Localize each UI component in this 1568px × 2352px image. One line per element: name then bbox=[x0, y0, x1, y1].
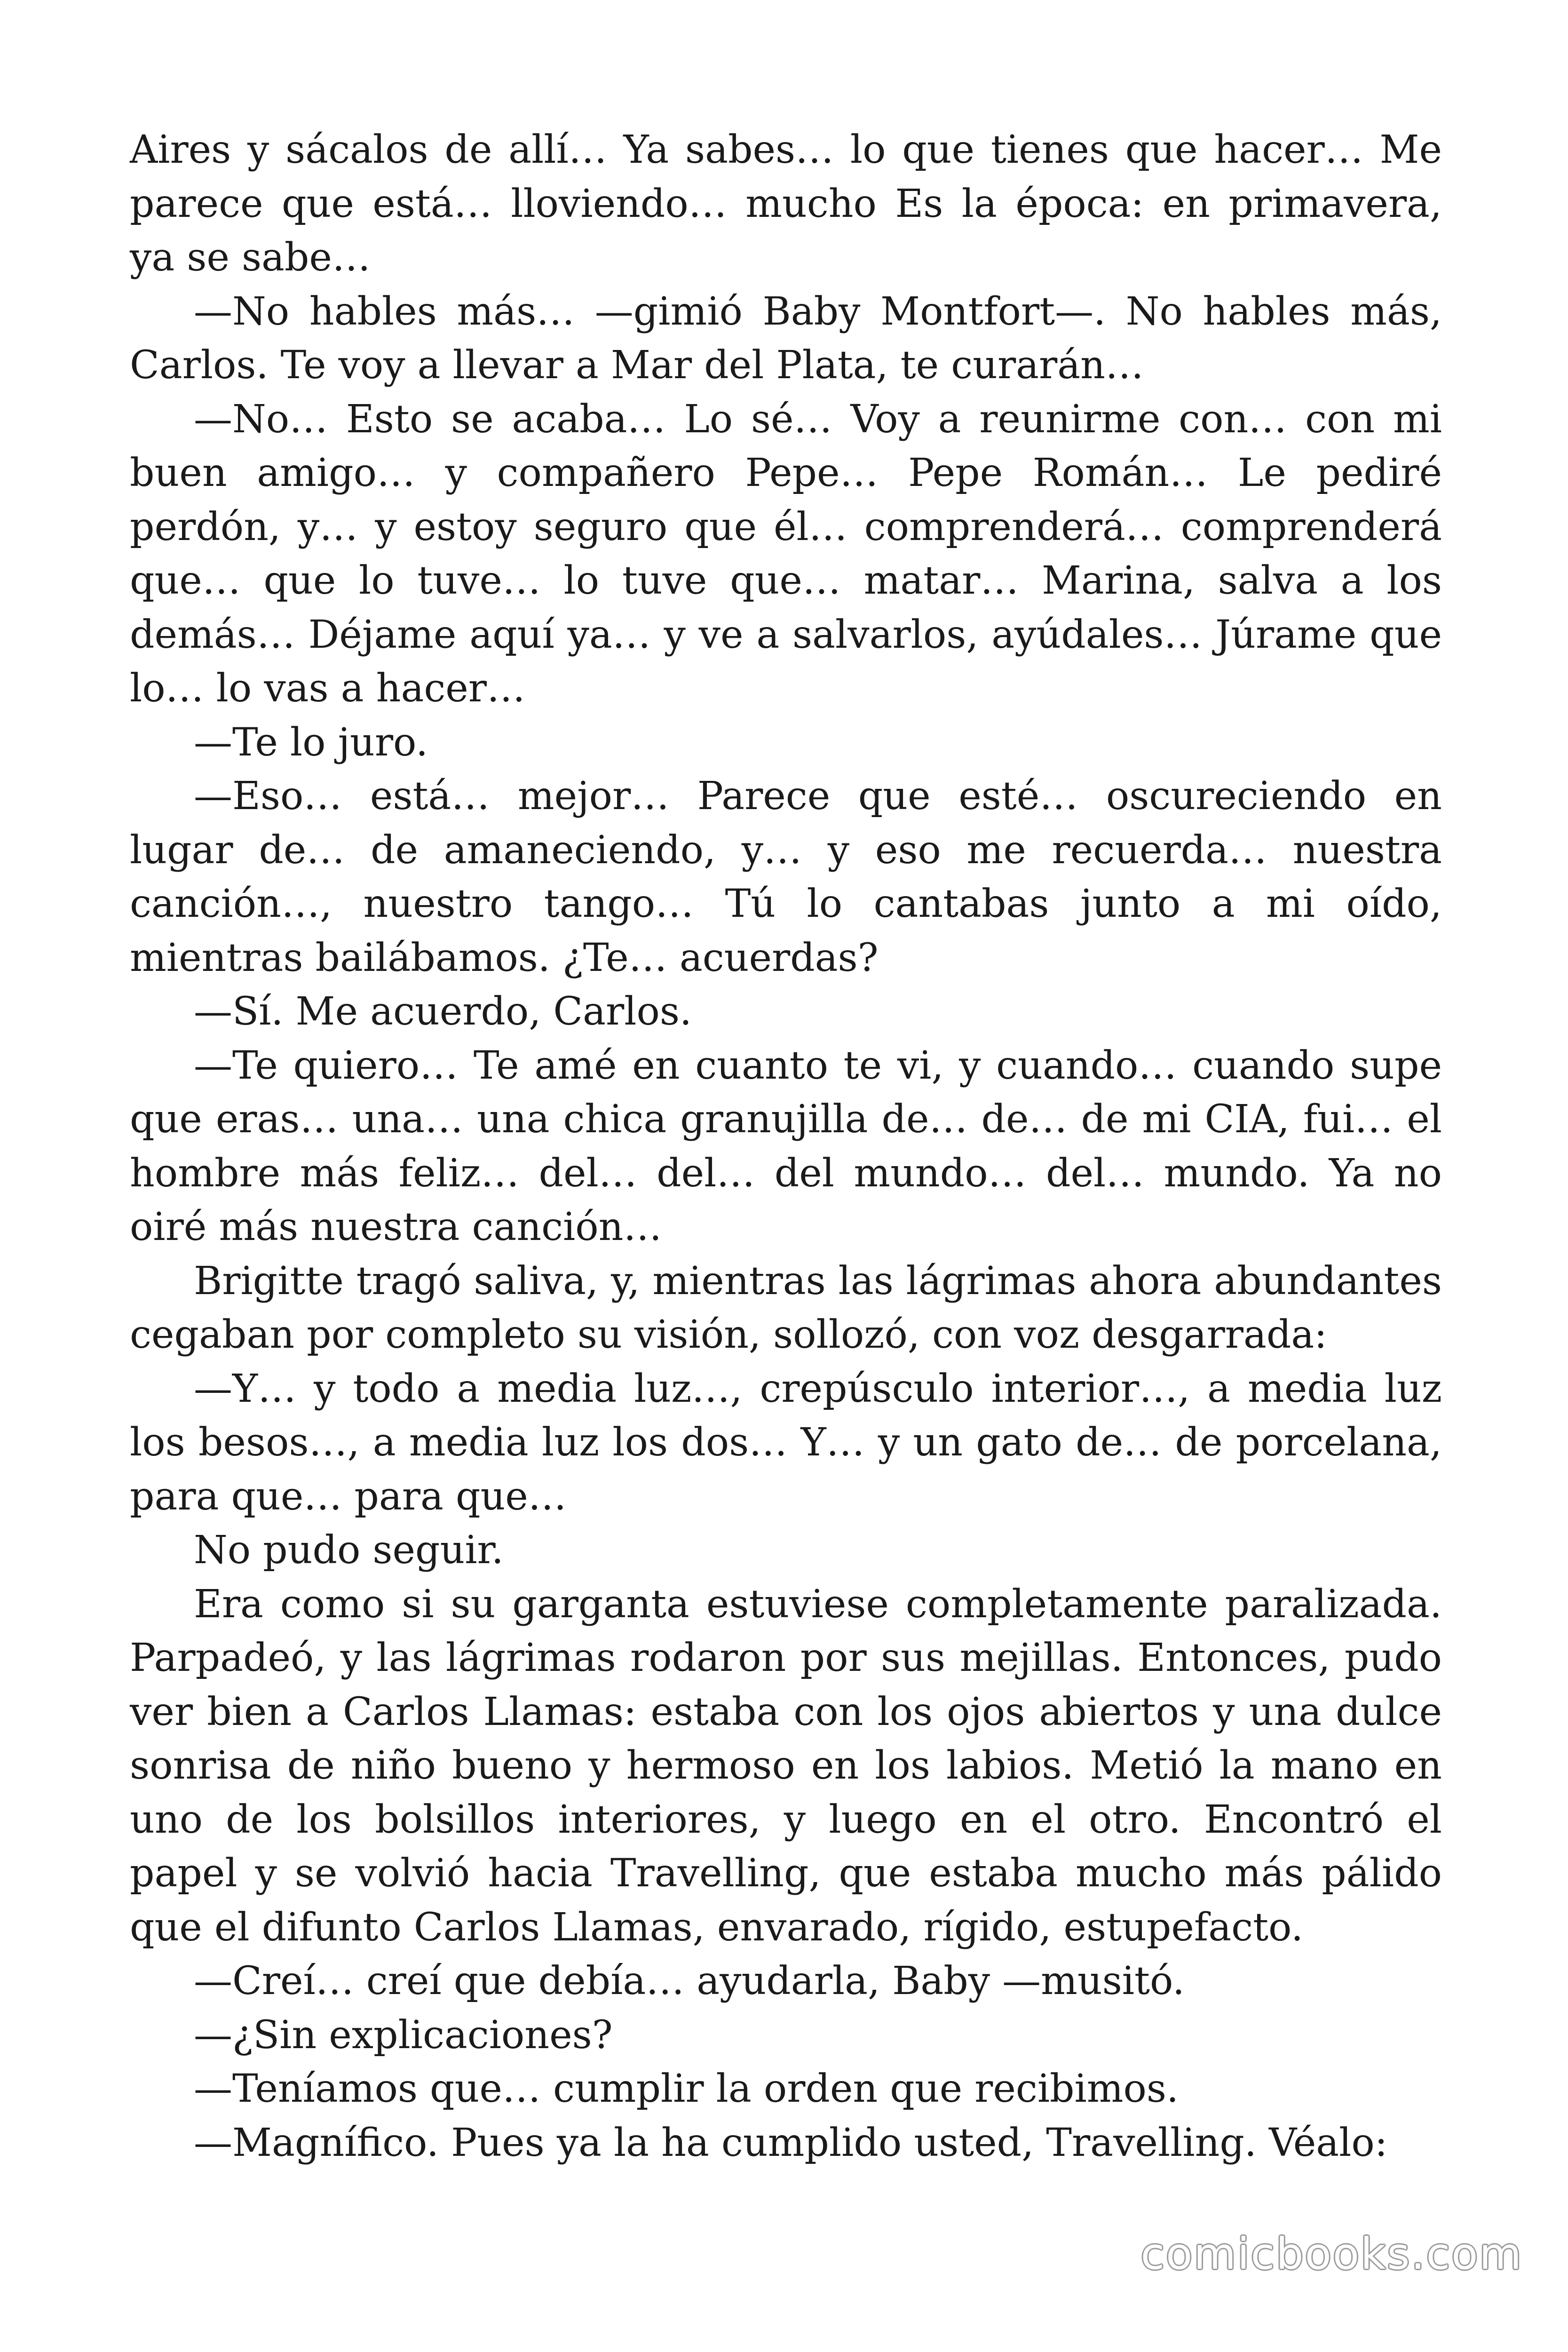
book-page-text bbox=[130, 123, 1442, 2170]
paragraph: —Magnífico. Pues ya la ha cumplido usted, Travelling. Véalo: bbox=[194, 2120, 1388, 2165]
paragraph: —Y… y todo a media luz…, crepúsculo interior…, a media luz los besos…, a media luz los dos… Y… y un gato de… de porcelana, para que… para que… bbox=[130, 1366, 1442, 1519]
paragraph: —Sí. Me acuerdo, Carlos. bbox=[194, 989, 692, 1034]
paragraph: Brigitte tragó saliva, y, mientras las lágrimas ahora abundantes cegaban por completo su visión, sollozó, con voz desgarrada: bbox=[130, 1258, 1442, 1357]
paragraph: —No… Esto se acaba… Lo sé… Voy a reunirme con… con mi buen amigo… y compañero Pepe… Pepe Román… Le pediré perdón, y… y estoy seguro que él… comprenderá… comprenderá que… que lo tuve… lo tuve que… matar… Marina, salva a los demás… Déjame aquí ya… y ve a salvarlos, ayúdales… Júrame que lo… lo vas a hacer… bbox=[130, 397, 1442, 711]
paragraph: Era como si su garganta estuviese completamente paralizada. Parpadeó, y las lágrimas rodaron por sus mejillas. Entonces, pudo ver bien a Carlos Llamas: estaba con los ojos abiertos y una dulce sonrisa de niño bueno y hermoso en los labios. Metió la mano en uno de los bolsillos interiores, y luego en el otro. Encontró el papel y se volvió hacia Travelling, que estaba mucho más pálido que el difunto Carlos Llamas, envarado, rígido, estupefacto. bbox=[130, 1581, 1442, 1950]
paragraph: —Te quiero… Te amé en cuanto te vi, y cuando… cuando supe que eras… una… una chica granujilla de… de… de mi CIA, fui… el hombre más feliz… del… del… del mundo… del… mundo. Ya no oiré más nuestra canción… bbox=[130, 1043, 1442, 1249]
paragraph: —Eso… está… mejor… Parece que esté… oscureciendo en lugar de… de amaneciendo, y… y eso me recuerda… nuestra canción…, nuestro tango… Tú lo cantabas junto a mi oído, mientras bailábamos. ¿Te… acuerdas? bbox=[130, 774, 1442, 980]
paragraph: Aires y sácalos de allí… Ya sabes… lo que tienes que hacer… Me parece que está… lloviendo… mucho Es la época: en primavera, ya se sabe… bbox=[130, 127, 1442, 280]
watermark: comicbooks.com bbox=[1140, 2229, 1523, 2279]
paragraph: —Creí… creí que debía… ayudarla, Baby —musitó. bbox=[194, 1959, 1185, 2003]
paragraph: —Te lo juro. bbox=[194, 720, 428, 765]
paragraph: —¿Sin explicaciones? bbox=[194, 2012, 613, 2058]
paragraph: —Teníamos que… cumplir la orden que recibimos. bbox=[194, 2066, 1179, 2111]
paragraph: —No hables más… —gimió Baby Montfort—. No hables más, Carlos. Te voy a llevar a Mar del Plata, te curarán… bbox=[130, 289, 1442, 388]
paragraph: No pudo seguir. bbox=[194, 1528, 504, 1573]
